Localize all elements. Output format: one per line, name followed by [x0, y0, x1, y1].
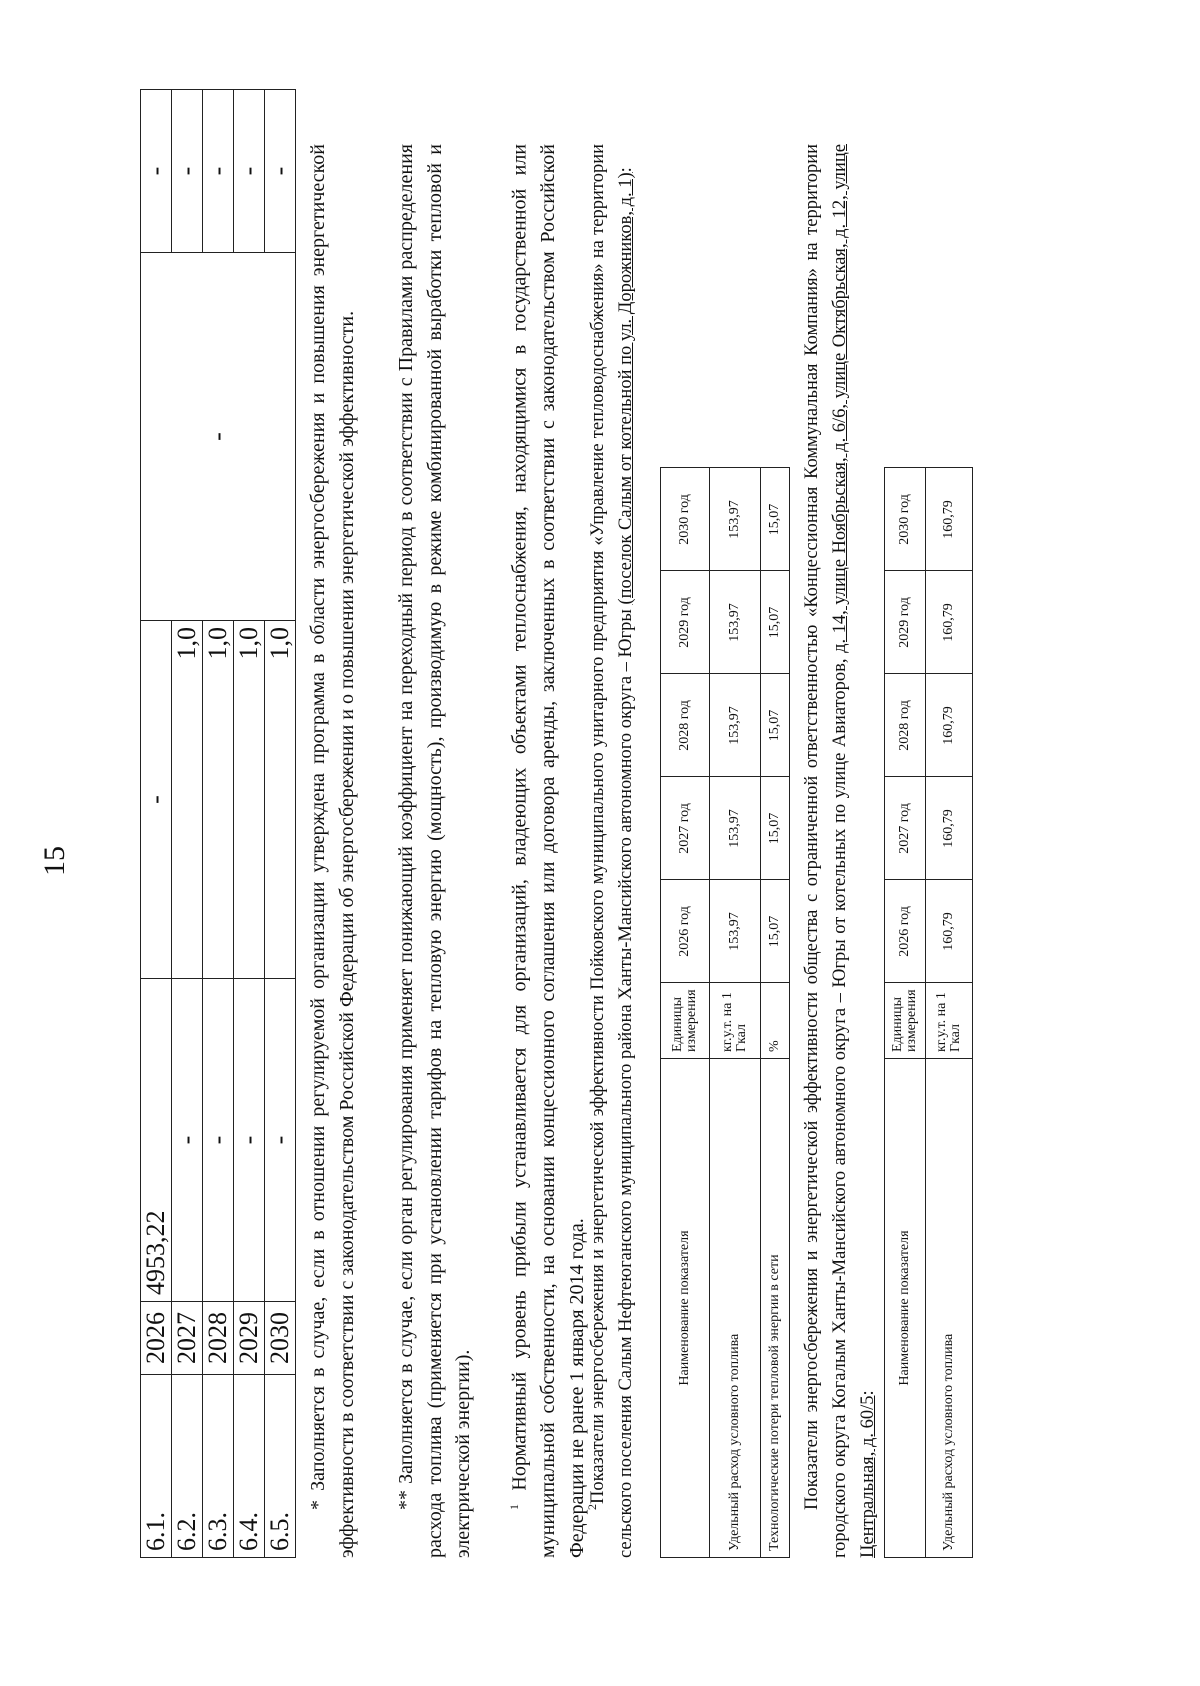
header-name: Наименование показателя	[885, 1059, 926, 1558]
paragraph-text-underlined: д. 14, улице Ноябрьская, д. 6/6, улице Октябрьская, д. 12, улице Центральная, д. 60/5	[830, 144, 878, 1558]
header-unit: Единицы измерения	[885, 983, 926, 1059]
header-year: 2026 год	[885, 880, 926, 983]
header-year: 2029 год	[885, 571, 926, 674]
note-coefficient: ** Заполняется в случае, если орган регулирования применяет понижающий коэффициент на переходный период в соответствии с Правилами распределения расхода топлива (применяется при установлении тарифов на тепловую энергию (мощность), производимую в режиме комбинированной выработки тепловой и электрической энергии).	[395, 144, 474, 1558]
year-cell: 2026	[141, 1302, 172, 1375]
header-year: 2026 год	[661, 880, 710, 983]
coefficient-cell: 1,0	[265, 621, 296, 979]
value-cell: -	[234, 979, 265, 1302]
indicator-name: Удельный расход условного топлива	[710, 1059, 761, 1558]
indicator-value: 160,79	[926, 880, 973, 983]
indicator-unit: кг.у.т. на 1 Гкал	[926, 983, 973, 1059]
paragraph-kogalym	[798, 144, 882, 1558]
indicator-value: 160,79	[926, 571, 973, 674]
header-year: 2027 год	[885, 777, 926, 880]
header-name: Наименование показателя	[661, 1059, 710, 1558]
indicator-name: Удельный расход условного топлива	[926, 1059, 973, 1558]
coefficient-cell: 1,0	[172, 621, 203, 979]
indicator-unit: %	[761, 983, 790, 1059]
indicator-name: Технологические потери тепловой энергии в сети	[761, 1059, 790, 1558]
table-row	[141, 90, 172, 1558]
indicator-value: 160,79	[926, 674, 973, 777]
table-row	[926, 468, 973, 1558]
indicator-value: 15,07	[761, 468, 790, 571]
coefficient-cell: 1,0	[234, 621, 265, 979]
coefficient-cell: -	[141, 621, 172, 979]
table-continuation	[140, 89, 296, 1558]
header-unit: Единицы измерения	[661, 983, 710, 1059]
row-number: 6.5.	[265, 1375, 296, 1558]
indicator-value: 15,07	[761, 777, 790, 880]
footnote-colon: :	[616, 167, 637, 173]
value-cell: -	[265, 979, 296, 1302]
indicator-value: 153,97	[710, 468, 761, 571]
indicator-value: 153,97	[710, 571, 761, 674]
table-salym	[660, 467, 790, 1558]
header-year: 2028 год	[661, 674, 710, 777]
row-number: 6.1.	[141, 1375, 172, 1558]
value-cell: -	[141, 90, 172, 253]
merged-cell: -	[141, 253, 296, 621]
indicator-value: 153,97	[710, 674, 761, 777]
indicator-value: 160,79	[926, 777, 973, 880]
value-cell: -	[234, 90, 265, 253]
table-row	[710, 468, 761, 1558]
table-row	[761, 468, 790, 1558]
value-cell: -	[265, 90, 296, 253]
value-cell: 4953,22	[141, 979, 172, 1302]
footnote-mark: 1	[507, 1504, 521, 1510]
header-year: 2029 год	[661, 571, 710, 674]
note-programme: * Заполняется в случае, если в отношении регулируемой организации утверждена программа в области энергосбережения и повышения энергетической эффективности в соответствии с законодательством Российской Федерации об энергосбережении и о повышении энергетической эффективности.	[307, 144, 358, 1558]
indicator-value: 15,07	[761, 880, 790, 983]
indicator-value: 153,97	[710, 777, 761, 880]
header-year: 2030 год	[885, 468, 926, 571]
year-cell: 2027	[172, 1302, 203, 1375]
indicator-value: 15,07	[761, 571, 790, 674]
table-kogalym	[884, 467, 973, 1558]
row-number: 6.4.	[234, 1375, 265, 1558]
paragraph-text: Показатели энергосбережения и энергетической эффективности общества с ограниченной ответственностью «Концессионная Коммунальная Компания» на территории городского округа Когалым Ханты-Мансийского автономного округа – Югры от котельных по улице Авиаторов,	[802, 144, 850, 1558]
header-year: 2030 год	[661, 468, 710, 571]
table-header-row	[661, 468, 710, 1558]
indicator-value: 15,07	[761, 674, 790, 777]
indicator-unit: кг.у.т. на 1 Гкал	[710, 983, 761, 1059]
indicator-value: 153,97	[710, 880, 761, 983]
footnote-text: Нормативный уровень прибыли устанавливается для организаций, владеющих объектами теплоснабжения, находящимися в государственной или муниципальной собственности, на основании концессионного соглашения или договора аренды, заключенных в соответствии с законодательством Российской Федерации не ранее 1 января 2014 года.	[508, 144, 588, 1558]
footnote-text: Показатели энергосбережения и энергетической эффективности Пойковского муниципального унитарного предприятия «Управление тепловодоснабжения» на территории сельского поселения Салым Нефтеюганского муниципального района Ханты-Мансийского автономного округа – Югры	[588, 144, 637, 1558]
paragraph-colon: :	[858, 1390, 878, 1396]
value-cell: -	[203, 90, 234, 253]
value-cell: -	[172, 90, 203, 253]
value-cell: -	[172, 979, 203, 1302]
footnote-mark: 2	[585, 1504, 599, 1510]
table-header-row	[885, 468, 926, 1558]
year-cell: 2030	[265, 1302, 296, 1375]
footnote-2	[578, 144, 640, 1558]
year-cell: 2029	[234, 1302, 265, 1375]
row-number: 6.2.	[172, 1375, 203, 1558]
header-year: 2028 год	[885, 674, 926, 777]
year-cell: 2028	[203, 1302, 234, 1375]
row-number: 6.3.	[203, 1375, 234, 1558]
footnote-text-underlined: (поселок Салым от котельной по ул. Дорожников, д. 1)	[616, 172, 637, 605]
value-cell: -	[203, 979, 234, 1302]
coefficient-cell: 1,0	[203, 621, 234, 979]
page-number: 15	[38, 846, 71, 876]
header-year: 2027 год	[661, 777, 710, 880]
indicator-value: 160,79	[926, 468, 973, 571]
